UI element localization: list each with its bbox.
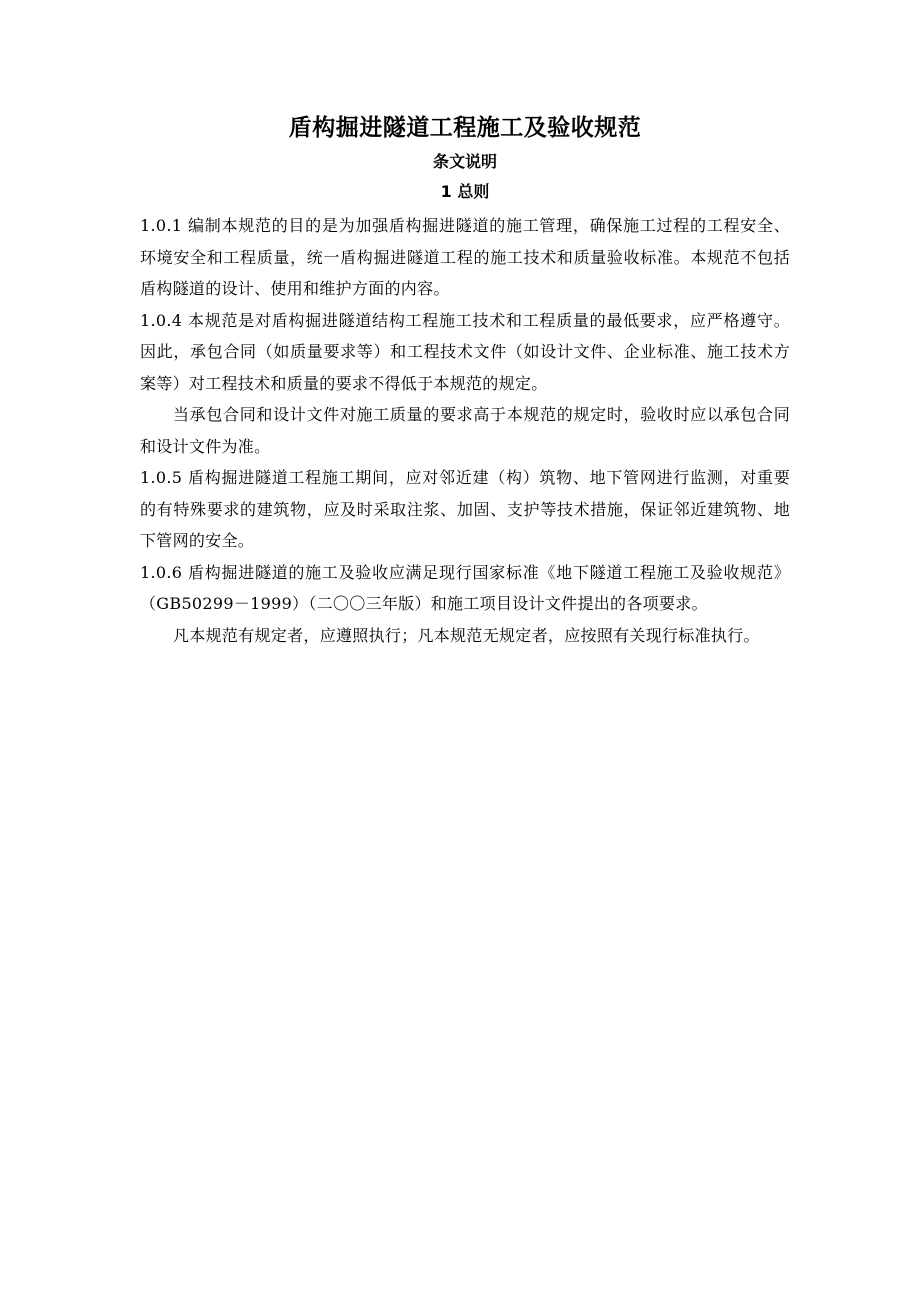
document-subtitle: 条文说明 (432, 152, 497, 171)
document-title: 盾构掘进隧道工程施工及验收规范 (288, 115, 642, 141)
clause-1-0-5: 1.0.5 盾构掘进隧道工程施工期间，应对邻近建（构）筑物、地下管网进行监测，对重要的有特殊要求的建筑物，应及时采取注浆、加固、支护等技术措施，保证邻近建筑物、地下管网的安全。 (140, 468, 790, 550)
clause-1-0-6-supplement: 凡本规范有规定者，应遵照执行；凡本规范无规定者，应按照有关现行标准执行。 (173, 625, 760, 645)
clause-1-0-6: 1.0.6 盾构掘进隧道的施工及验收应满足现行国家标准《地下隧道工程施工及验收规范》（GB50299－1999）（二〇〇三年版）和施工项目设计文件提出的各项要求。 (140, 562, 790, 613)
clause-1-0-4: 1.0.4 本规范是对盾构掘进隧道结构工程施工技术和工程质量的最低要求，应严格遵守。因此，承包合同（如质量要求等）和工程技术文件（如设计文件、企业标准、施工技术方案等）对工程技术和质量的要求不得低于本规范的规定。 (140, 310, 790, 393)
document-content (140, 112, 790, 651)
document-body (140, 210, 790, 651)
clause-1-0-1: 1.0.1 编制本规范的目的是为加强盾构掘进隧道的施工管理，确保施工过程的工程安全、环境安全和工程质量，统一盾构掘进隧道工程的施工技术和质量验收标准。本规范不包括盾构隧道的设计、使用和维护方面的内容。 (140, 216, 790, 298)
clause-1-0-4-supplement: 当承包合同和设计文件对施工质量的要求高于本规范的规定时，验收时应以承包合同和设计文件为准。 (140, 405, 790, 456)
chapter-heading: 1 总则 (440, 182, 490, 201)
